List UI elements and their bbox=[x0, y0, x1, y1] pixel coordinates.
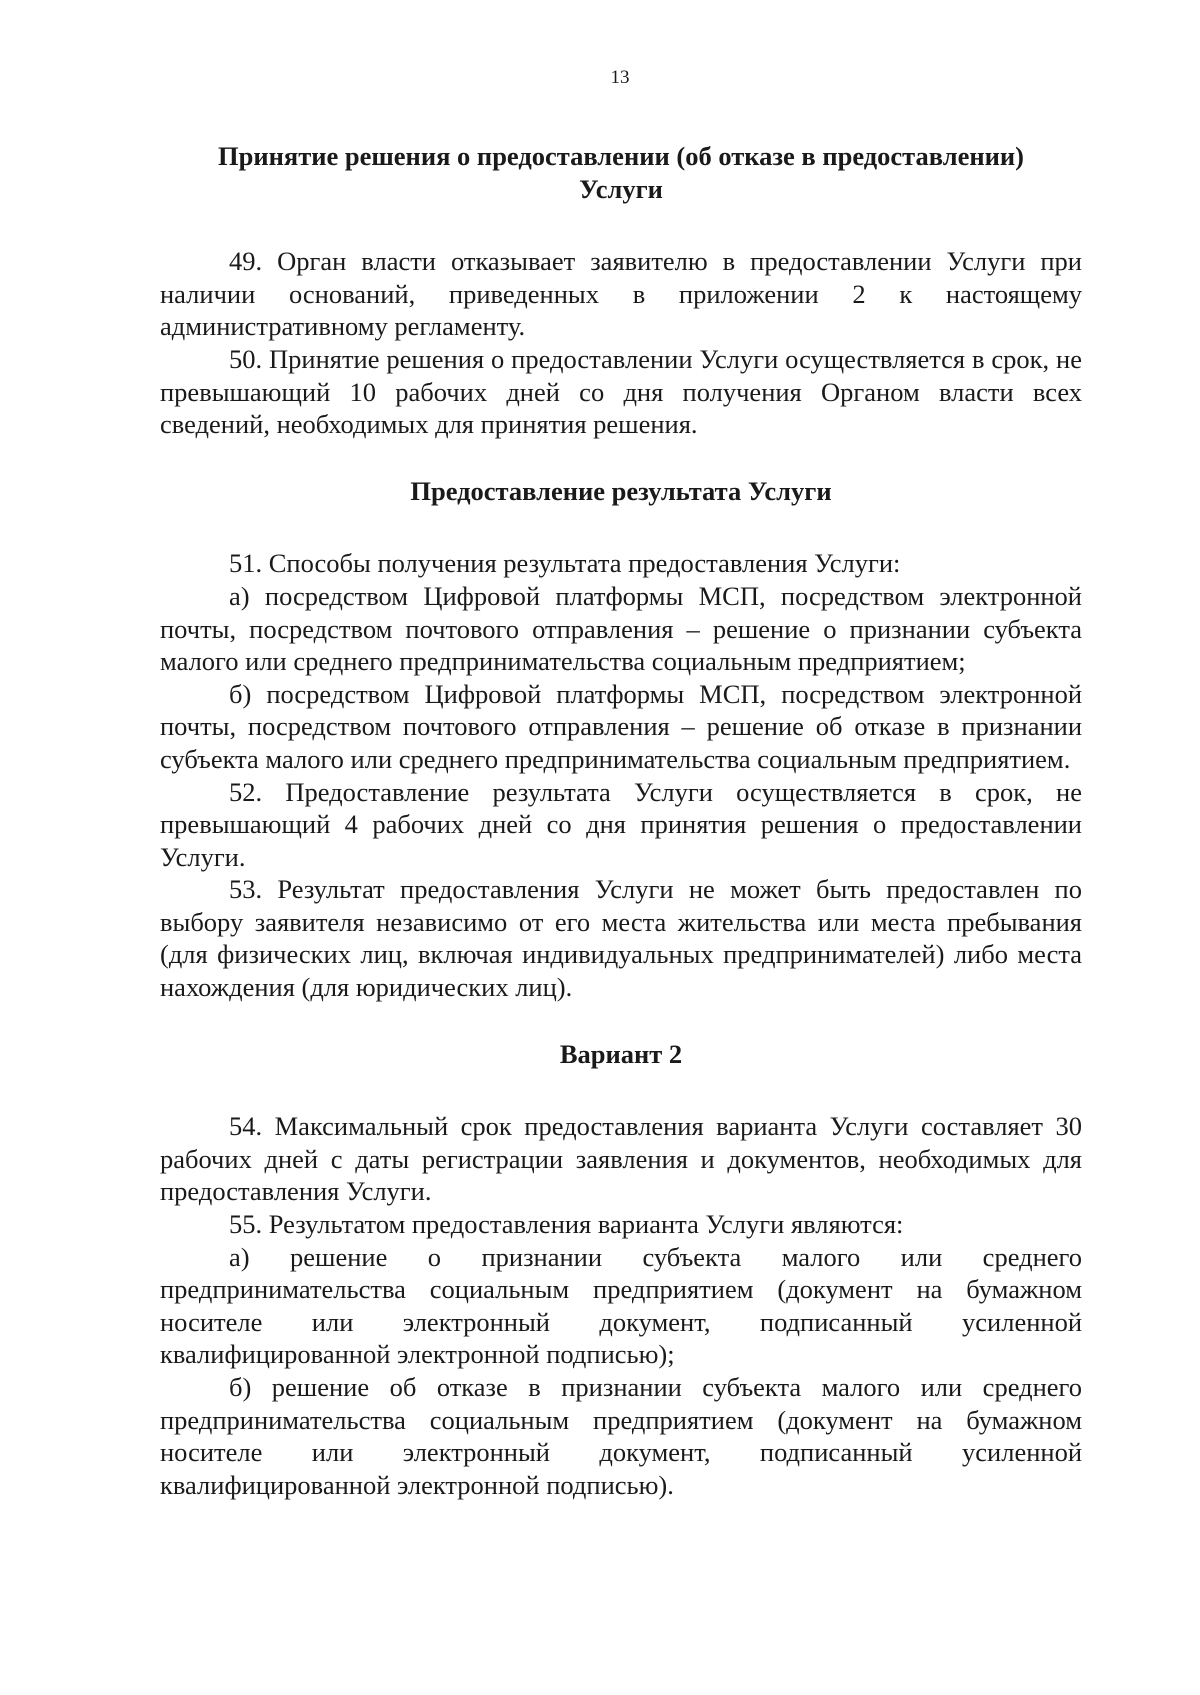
section-heading-result: Предоставление результата Услуги bbox=[410, 475, 832, 506]
section-heading-decision bbox=[160, 140, 1082, 205]
heading-line: Принятие решения о предоставлении (об отказе в предоставлении) bbox=[218, 141, 1024, 171]
paragraph-51: 51. Способы получения результата предоставления Услуги: bbox=[229, 548, 901, 579]
document-body bbox=[160, 140, 1082, 1501]
paragraph-55-a: а) решение о признании субъекта малого или среднего предпринимательства социальным предприятием (документ на бумажном носителе или электронный документ, подписанный усиленной квалифицированной электронной подписью); bbox=[160, 1241, 1082, 1370]
paragraph-53: 53. Результат предоставления Услуги не может быть предоставлен по выбору заявителя независимо от его места жительства или места пребывания (для физических лиц, включая индивидуальных предпринимателей) либо места нахождения (для юридических лиц). bbox=[160, 874, 1082, 1003]
paragraph-54: 54. Максимальный срок предоставления варианта Услуги составляет 30 рабочих дней с даты регистрации заявления и документов, необходимых для предоставления Услуги. bbox=[160, 1111, 1082, 1207]
section-heading-variant-2: Вариант 2 bbox=[559, 1038, 683, 1069]
paragraph-55-b: б) решение об отказе в признании субъекта малого или среднего предпринимательства социальным предприятием (документ на бумажном носителе или электронный документ, подписанный усиленной квалифицированной электронной подписью). bbox=[160, 1372, 1082, 1500]
paragraph-52: 52. Предоставление результата Услуги осуществляется в срок, не превышающий 4 рабочих дней со дня принятия решения о предоставлении Услуги. bbox=[160, 776, 1082, 872]
paragraph-50: 50. Принятие решения о предоставлении Услуги осуществляется в срок, не превышающий 10 рабочих дней со дня получения Органом власти всех сведений, необходимых для принятия решения. bbox=[160, 343, 1082, 440]
page-number: 13 bbox=[610, 67, 630, 88]
paragraph-55: 55. Результатом предоставления варианта Услуги являются: bbox=[229, 1209, 904, 1240]
paragraph-49: 49. Орган власти отказывает заявителю в предоставлении Услуги при наличии оснований, приведенных в приложении 2 к настоящему административному регламенту. bbox=[160, 246, 1082, 342]
paragraph-51-a: а) посредством Цифровой платформы МСП, посредством электронной почты, посредством почтового отправления – решение о признании субъекта малого или среднего предпринимательства социальным предприятием; bbox=[160, 580, 1082, 677]
paragraph-51-b: б) посредством Цифровой платформы МСП, посредством электронной почты, посредством почтового отправления – решение об отказе в признании субъекта малого или среднего предпринимательства социальным предприятием. bbox=[160, 678, 1082, 774]
heading-line: Услуги bbox=[579, 173, 663, 204]
